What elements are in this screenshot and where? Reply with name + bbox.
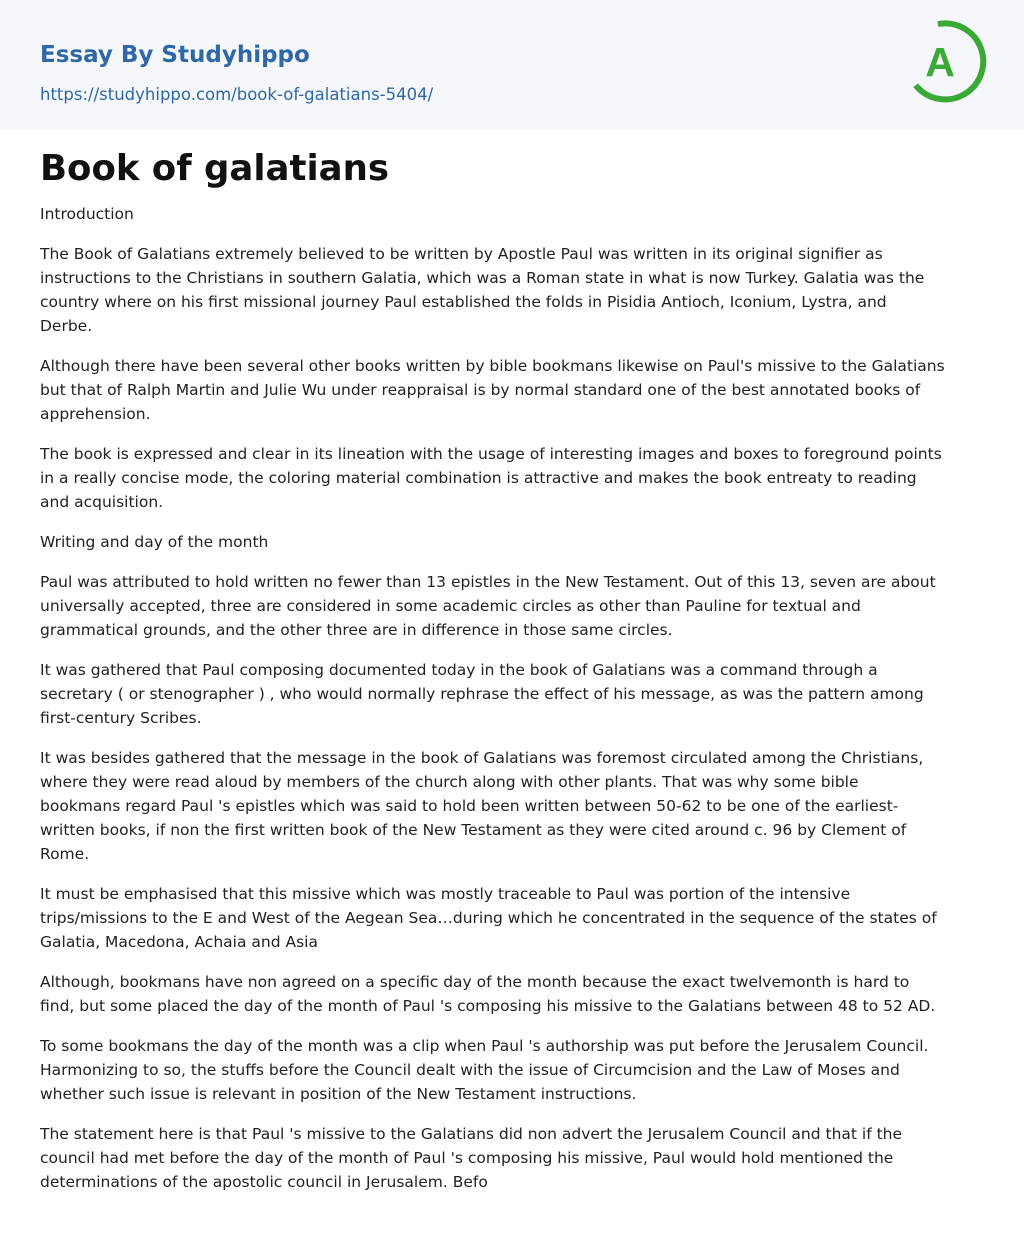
article-paragraph: Although, bookmans have non agreed on a specific day of the month because the exact twelvemonth is hard to find, but some placed the day of the month of Paul 's composing his missive to the Galatians between 48 to 52 AD. bbox=[40, 973, 936, 1015]
article-paragraph: To some bookmans the day of the month was a clip when Paul 's authorship was put before the Jerusalem Council. Harmonizing to so, the stuffs before the Council dealt with the issue of Circumcision and the Law of Moses and whether such issue is relevant in position of the New Testament instructions. bbox=[40, 1037, 929, 1103]
article-paragraph: Although there have been several other books written by bible bookmans likewise on Paul's missive to the Galatians but that of Ralph Martin and Julie Wu under reappraisal is by normal standard one of the best annotated books of apprehension. bbox=[40, 357, 945, 423]
article-paragraph: The book is expressed and clear in its lineation with the usage of interesting images and boxes to foreground points in a really concise mode, the coloring material combination is attractive and makes the book entreaty to reading and acquisition. bbox=[40, 445, 942, 511]
essay-url-link[interactable]: https://studyhippo.com/book-of-galatians-5404/ bbox=[40, 85, 434, 104]
article-title: Book of galatians bbox=[40, 148, 389, 189]
article-paragraph: It was besides gathered that the message in the book of Galatians was foremost circulated among the Christians, where they were read aloud by members of the church along with other plants. That was why some bible bookmans regard Paul 's epistles which was said to hold been written between 50-62 to be one of the earliest- written books, if non the first written book of the New Testament as they were cited around c. 96 by Clement of Rome. bbox=[40, 749, 924, 863]
article-paragraph: Introduction bbox=[40, 205, 134, 223]
page-header bbox=[0, 0, 1024, 129]
article-paragraph: It must be emphasised that this missive which was mostly traceable to Paul was portion of the intensive trips/missions to the E and West of the Aegean Sea…during which he concentrated in the sequence of the states of Galatia, Macedona, Achaia and Asia bbox=[40, 885, 937, 951]
studyhippo-logo[interactable] bbox=[910, 18, 988, 106]
site-brand[interactable]: Essay By Studyhippo bbox=[40, 42, 310, 68]
article-paragraph: It was gathered that Paul composing documented today in the book of Galatians was a command through a secretary ( or stenographer ) , who would normally rephrase the effect of his message, as was the pattern among first-century Scribes. bbox=[40, 661, 924, 727]
article-paragraph: Writing and day of the month bbox=[40, 533, 269, 551]
article-paragraph: Paul was attributed to hold written no fewer than 13 epistles in the New Testament. Out of this 13, seven are about universally accepted, three are considered in some academic circles as other than Pauline for textual and grammatical grounds, and the other three are in difference in those same circles. bbox=[40, 573, 936, 639]
article-content bbox=[0, 129, 1024, 1194]
logo-letter: A bbox=[925, 39, 955, 85]
article-paragraph: The statement here is that Paul 's missive to the Galatians did non advert the Jerusalem Council and that if the council had met before the day of the month of Paul 's composing his missive, Paul would hold mentioned the determinations of the apostolic council in Jerusalem. Befo bbox=[40, 1125, 903, 1191]
article-paragraph: The Book of Galatians extremely believed to be written by Apostle Paul was written in its original signifier as instructions to the Christians in southern Galatia, which was a Roman state in what is now Turkey. Galatia was the country where on his first missional journey Paul established the folds in Pisidia Antioch, Iconium, Lystra, and Derbe. bbox=[40, 245, 925, 335]
